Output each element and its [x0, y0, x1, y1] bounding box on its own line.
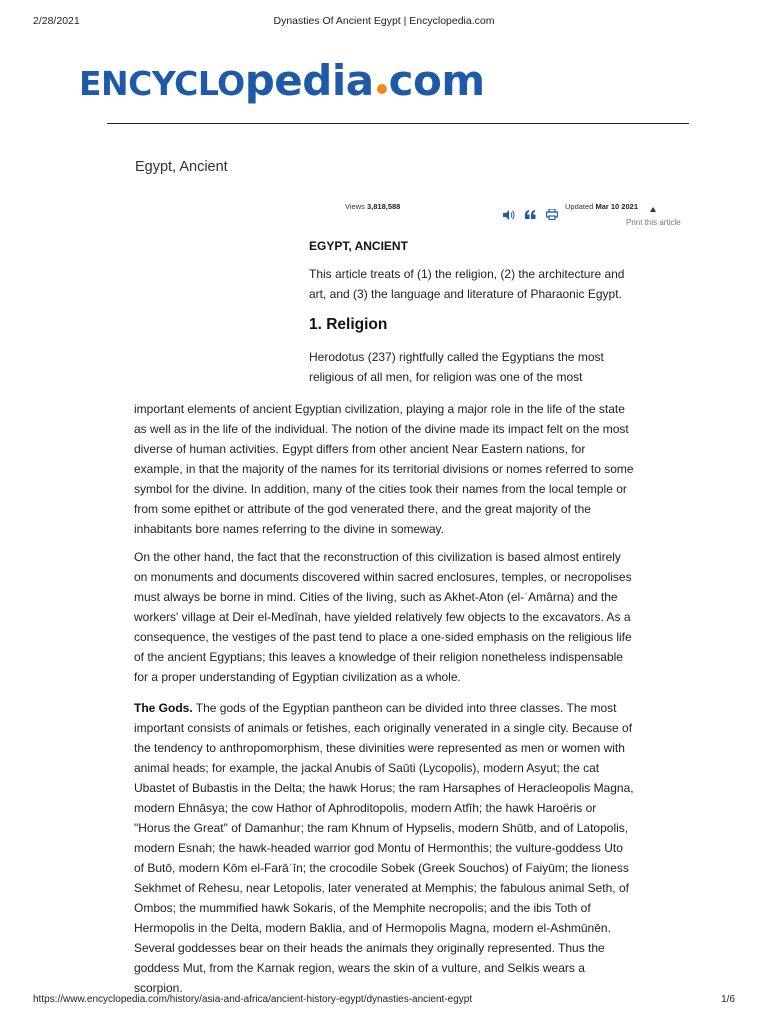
- gods-text: The gods of the Egyptian pantheon can be divided into three classes. The most important consists of animals or fetishes, each originally venerated in a single city. Because of the tendency to anthropomorphism, these divinities were represented as men or women with animal heads; for example, the jackal Anubis of Saūti (Lycopolis), modern Asyut; the cat Ubastet of Bubastis in the Delta; the hawk Horus; the ram Harsaphes of Heracleopolis Magna, modern Ehnāsya; the cow Hathor of Aphroditopolis, modern Atfīh; the hawk Haroëris or "Horus the Great" of Damanhur; the ram Khnum of Hypselis, modern Shūtb, and of Latopolis, modern Esnah; the hawk-headed warrior god Montu of Hermonthis; the vulture-goddess Uto of Butō, modern Kōm el-Farāʿīn; the crocodile Sobek (Greek Souchos) of Faiyūm; the lioness Sekhmet of Rehesu, near Letopolis, later venerated at Memphis; the fabulous animal Seth, of Ombos; the mummified hawk Sokaris, of the Memphite necropolis; and the ibis Toth of Hermopolis in the Delta, modern Baklia, and of Hermopolis Magna, modern el-Ashmūnēn. Several goddesses bear on their heads the animals they originally represented. Thus the goddess Mut, from the Karnak region, wears the skin of a vulture, and Selkis wears a scorpion.: [134, 701, 634, 995]
- print-article-link[interactable]: Print this article: [626, 218, 681, 227]
- article-title: Egypt, Ancient: [135, 159, 228, 175]
- logo-dot: [377, 84, 387, 94]
- updated-date: Mar 10 2021: [595, 202, 638, 211]
- header-divider: [107, 123, 689, 124]
- logo-text-lower: pedia: [244, 56, 374, 105]
- religion-heading: 1. Religion: [309, 316, 388, 333]
- updated-meta: [565, 202, 638, 211]
- updated-label: Updated: [565, 202, 594, 211]
- intro-paragraph: This article treats of (1) the religion, (2) the architecture and art, and (3) the language and literature of Pharaonic Egypt.: [309, 267, 625, 301]
- body-paragraph-1: important elements of ancient Egyptian civilization, playing a major role in the life of the state as well as in the life of the individual. The notion of the divine made its impact felt on the most diverse of human activities. Egypt differs from other ancient Near Eastern nations, for example, in that the majority of the names for its territorial divisions or nomes referred to some symbol for the divine. In addition, many of the cities took their names from the local temple or from some epithet or attribute of the god venerated there, and the great majority of the inhabitants bore names referring to the divine in someway.: [134, 402, 634, 536]
- body-paragraph-3: [134, 698, 634, 998]
- logo-text-com: com: [388, 56, 485, 105]
- quote-icon[interactable]: [525, 210, 536, 219]
- encyclopedia-logo[interactable]: [79, 56, 485, 105]
- views-count: 3,818,588: [366, 202, 401, 211]
- gods-label: The Gods.: [134, 701, 193, 715]
- religion-lead-paragraph: Herodotus (237) rightfully called the Egyptians the most religious of all men, for religion was one of the most: [309, 350, 604, 384]
- scroll-up-icon[interactable]: [650, 207, 656, 212]
- body-paragraph-2: On the other hand, the fact that the reconstruction of this civilization is based almost entirely on monuments and documents discovered within sacred enclosures, temples, or necropolises must always be borne in mind. Cities of the living, such as Akhet-Aton (el-ʿAmârna) and the workers' village at Deir el-Medînah, have yielded relatively few objects to the excavators. As a consequence, the vestiges of the past tend to place a one-sided emphasis on the religious life of the ancient Egyptians; this leaves a knowledge of their religion nonetheless indispensable for a proper understanding of Egyptian civilization as a whole.: [134, 550, 632, 684]
- page-url: https://www.encyclopedia.com/history/asia-and-africa/ancient-history-egypt/dynasties-ancient-egypt: [33, 994, 473, 1005]
- print-page-title: Dynasties Of Ancient Egypt | Encyclopedia.com: [273, 15, 495, 27]
- section-heading: EGYPT, ANCIENT: [309, 239, 408, 253]
- views-meta: [345, 202, 400, 211]
- article-tools: [503, 209, 558, 220]
- print-icon[interactable]: [546, 209, 558, 220]
- views-label: Views: [345, 202, 365, 211]
- page-number: 1/6: [721, 994, 735, 1005]
- print-date: 2/28/2021: [33, 15, 80, 27]
- speaker-icon[interactable]: [503, 210, 515, 220]
- logo-text-caps: ENCYCLO: [79, 64, 245, 103]
